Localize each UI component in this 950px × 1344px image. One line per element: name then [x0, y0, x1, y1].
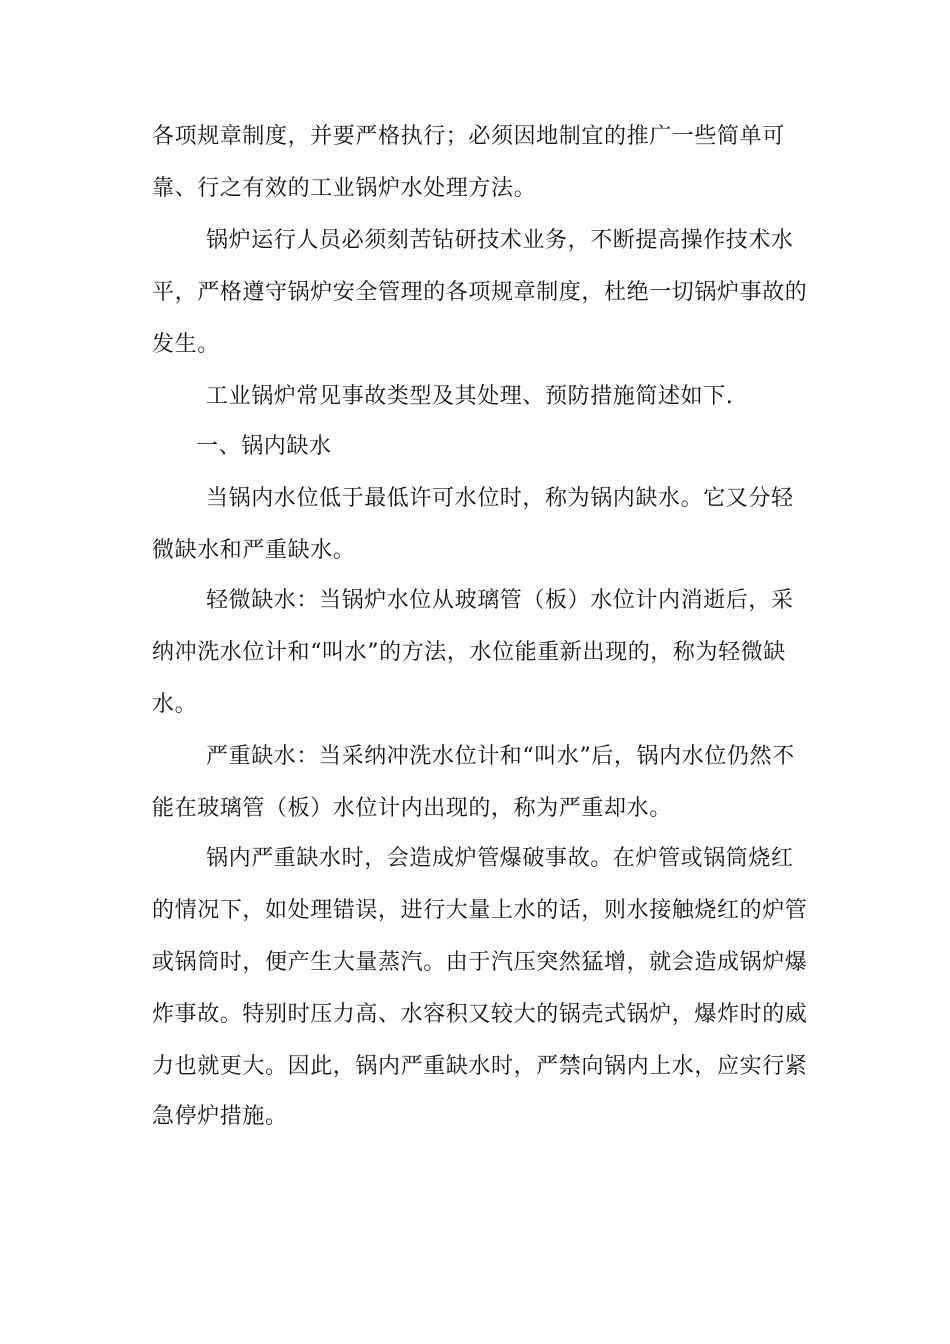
text-line: 严重缺水：当采纳冲洗水位计和“叫水”后，锅内水位仍然不	[206, 744, 795, 769]
text-line: 水。	[152, 692, 198, 717]
text-line: 炸事故。特别时压力高、水容积又较大的锅壳式锅炉，爆炸时的威	[152, 1002, 808, 1027]
text-line: 锅炉运行人员必须刻苦钻研技术业务，不断提高操作技术水	[206, 228, 794, 253]
text-line: 平，严格遵守锅炉安全管理的各项规章制度，杜绝一切锅炉事故的	[152, 280, 808, 305]
text-line: 当锅内水位低于最低许可水位时，称为锅内缺水。它又分轻	[206, 486, 794, 511]
text-line: 微缺水和严重缺水。	[152, 538, 356, 563]
section-heading: 一、锅内缺水	[196, 434, 332, 459]
text-line: 纳冲洗水位计和“叫水”的方法，水位能重新出现的，称为轻微缺	[152, 640, 786, 665]
text-line: 能在玻璃管（板）水位计内出现的，称为严重却水。	[152, 796, 672, 821]
text-line: 发生。	[152, 332, 220, 357]
text-line: 的情况下，如处理错误，进行大量上水的话，则水接触烧红的炉管	[152, 898, 808, 923]
text-line: 轻微缺水：当锅炉水位从玻璃管（板）水位计内消逝后，采	[206, 588, 794, 613]
text-line: 各项规章制度，并要严格执行；必须因地制宜的推广一些简单可	[152, 124, 785, 149]
text-line: 力也就更大。因此，锅内严重缺水时，严禁向锅内上水，应实行紧	[152, 1054, 808, 1079]
text-line: 工业锅炉常见事故类型及其处理、预防措施简述如下.	[206, 384, 734, 409]
text-line: 急停炉措施。	[152, 1104, 288, 1129]
text-line: 靠、行之有效的工业锅炉水处理方法。	[152, 176, 537, 201]
text-line: 或锅筒时，便产生大量蒸汽。由于汽压突然猛增，就会造成锅炉爆	[152, 950, 808, 975]
text-line: 锅内严重缺水时，会造成炉管爆破事故。在炉管或锅筒烧红	[206, 846, 794, 871]
